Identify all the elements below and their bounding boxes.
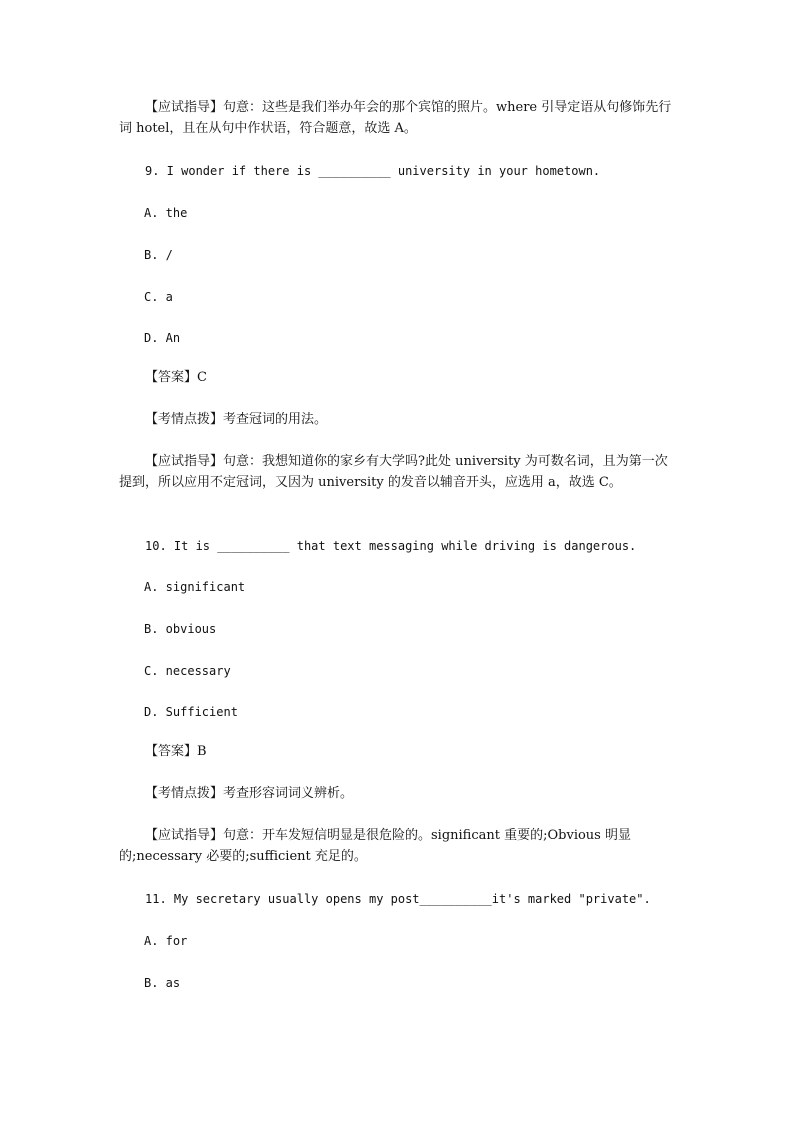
- question-9: 9. I wonder if there is __________ university in your hometown.: [145, 164, 601, 178]
- option-a: A. for: [144, 934, 188, 948]
- option-c: C. necessary: [144, 664, 231, 678]
- option-a: A. significant: [144, 580, 246, 594]
- option-b: B. obvious: [144, 622, 217, 636]
- question-10: 10. It is __________ that text messaging while driving is dangerous.: [145, 539, 637, 553]
- option-a: A. the: [144, 206, 188, 220]
- explanation-paragraph: 【应试指导】句意：这些是我们举办年会的那个宾馆的照片。where 引导定语从句修饰先行词 hotel，且在从句中作状语，符合题意，故选 A。: [119, 100, 672, 136]
- exam-point: 【考情点拨】考查形容词词义辨析。: [145, 786, 354, 801]
- exam-point: 【考情点拨】考查冠词的用法。: [145, 412, 328, 427]
- option-c: C. a: [144, 290, 173, 304]
- answer-label: 【答案】C: [145, 370, 207, 385]
- option-b: B. as: [144, 976, 181, 990]
- option-d: D. An: [144, 331, 181, 345]
- answer-label: 【答案】B: [145, 744, 207, 759]
- explanation-paragraph: 【应试指导】句意：我想知道你的家乡有大学吗?此处 university 为可数名词，且为第一次提到，所以应用不定冠词，又因为 university 的发音以辅音开头，应选用 a，故选 C。: [119, 454, 668, 490]
- explanation-paragraph: 【应试指导】句意：开车发短信明显是很危险的。significant 重要的;Obvious 明显的;necessary 必要的;sufficient 充足的。: [119, 828, 631, 864]
- question-11: 11. My secretary usually opens my post__________it's marked "private".: [145, 892, 651, 906]
- option-b: B. /: [144, 248, 173, 262]
- option-d: D. Sufficient: [144, 705, 238, 719]
